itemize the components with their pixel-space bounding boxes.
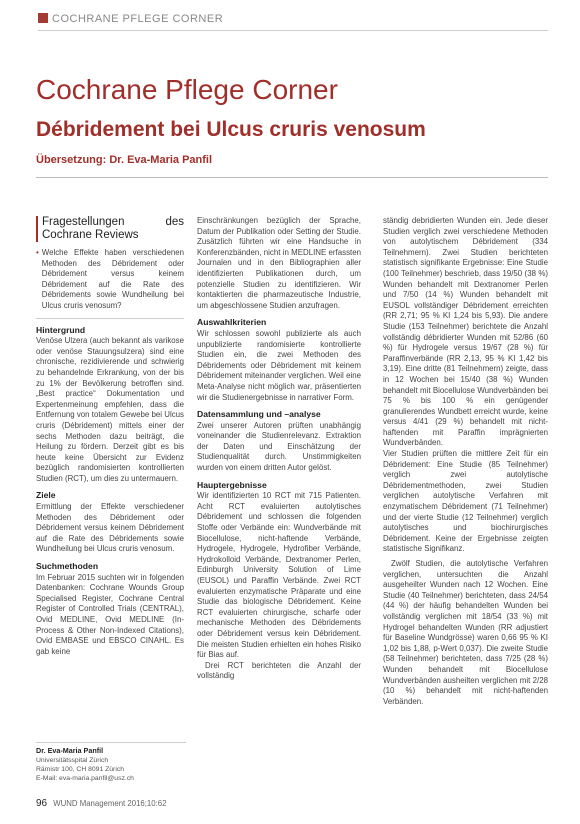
heading-results: Hauptergebnisse (197, 479, 267, 490)
journal-citation: WUND Management 2016;10:62 (53, 799, 167, 808)
questions-box (36, 216, 184, 319)
author-email[interactable]: E-Mail: eva-maria.panfil@usz.ch (36, 775, 134, 782)
title-rule (36, 177, 548, 178)
bullet-icon: • (36, 248, 39, 257)
questions-heading: Fragestellungen des Cochrane Reviews (36, 216, 184, 242)
article-subtitle: Débridement bei Ulcus cruris venosum (36, 118, 426, 141)
author-block (36, 742, 186, 783)
translation-credit: Übersetzung: Dr. Eva-Maria Panfil (36, 154, 213, 166)
author-affiliation: Universitätsspital Zürich (36, 757, 109, 764)
heading-background: Hintergrund (36, 324, 86, 335)
author-name: Dr. Eva-Maria Panfil (36, 746, 104, 755)
question-item: • Welche Effekte haben verschiedenen Methoden des Débridement oder Débridement versus keinem Débridement auf die Rate des Débridements sowie Wundheilung bei Ulcus cruris venosum? (36, 248, 184, 310)
text-criteria: Wir schlossen sowohl publizierte als auch unpublizierte randomisierte kontrollierte Studien ein, die zwei Methoden des Débridements oder Débridement mit keinem Débridement miteinander verglichen. Weil eine Meta-Analyse nicht möglich war, präsentierten wir die Studienergebnisse in narrativer Form. (197, 328, 361, 402)
text-results-last: Drei RCT berichteten die Anzahl der vollständig (197, 660, 361, 681)
section-tag: COCHRANE PFLEGE CORNER (38, 13, 223, 25)
text-results: Wir identifizierten 10 RCT mit 715 Patienten. Acht RCT evaluierten autolytisches Débridement und schlossen die folgenden Stoffe oder Verbände ein: Wundverbände mit Biocellulose, nicht-haftende Verbände, Hydrogele, Hydrogele, Hydrofiber Verbände, Hydrokolloid Verbände, Dextranomer Perlen, Edinburgh University Solution of Lime (EUSOL) und Paraffin Verbände. Zwei RCT evaluierten enzymatische Präparate und eine Studie das biologische Débridement. Keine RCT evaluierten chirurgische, scharfe oder mechanische Methoden des Débridements oder Débridement versus kein Débridement. Die meisten Studien erhielten ein hohes Risiko für Bias auf. (197, 491, 361, 660)
text-data: Zwei unserer Autoren prüften unabhängig voneinander die Studienrelevanz. Extraktion der Daten und Einschätzung der Studienqualität durch. Unstimmigkeiten wurden von einem dritten Autor gelöst. (197, 420, 361, 473)
heading-criteria: Auswahlkriterien (197, 317, 267, 328)
text-methods: Im Februar 2015 suchten wir in folgenden Datenbanken: Cochrane Wounds Group Specialised Register, Cochrane Central Register of Controlled Trials (CENTRAL), Ovid MEDLINE, Ovid MEDLINE (In-Process & Other Non-Indexed Citations), Ovid EMBASE und EBSCO CINAHL. Es gab keine (36, 572, 184, 656)
heading-data: Datensammlung und –analyse (197, 409, 321, 420)
section-marker (38, 13, 48, 23)
text-background: Venöse Ulzera (auch bekannt als varikose oder venöse Stauungsulzera) sind eine chronische, rezidivierende und schwierig zu behandelnde Erkrankung, von der bis zu 1% der Bevölkerung betroffen sind. „Best practice“ Dokumentation und Expertenmeinung empfehlen, dass die Entfernung von totalem Gewebe bei Ulcus cruris (Débridement) mittels einer der sechs Methoden dazu beiträgt, die Heilung zu fördern. Derzeit gibt es bis heute keine Übersicht zur Evidenz bezüglich randomisierten kontrollierten Studien (RCT), um dies zu untermauern. (36, 336, 184, 483)
author-address: Rämistr 100, CH 8091 Zürich (36, 766, 125, 773)
text-col3-p1: ständig debridierten Wunden ein. Jede dieser Studien verglich zwei verschiedene Methoden von autolytischem Débridement (334 Teilnehmern). Zwei Studien berichteten statistisch signifikante Ergebnisse: Eine Studie (100 Teilnehmer) beschrieb, dass 19/50 (38 %) Wunden behandelt mit Dextranomer Perlen und 7/50 (14 %) Wunden behandelt mit EUSOL vollständiger Débridement erreichten (RR 2,71; 95 % KI 1,24 bis 5,93). Die andere Studie (153 Teilnehmer) berichtete die Anzahl vollständig débridierter Wunden mit 52/86 (60 %) für Hydrogele versus 19/67 (28 %) für Paraffinverbände (RR 2,13, 95 % KI 1,42 bis 3,19). Eine dritte (81 Teilnehmern) zeigte, dass in 12 Wochen bei 15/40 (38 %) Wunden behandelt mit Biocellulose Wundverbänden bei 75 % bis 100 % ein genügender granulierendes Wundbett erreicht wurde, keine versus 4/41 (29 %) behandelt mit nicht-haftenden mit Paraffin imprägnierten Wundverbänden. (383, 216, 548, 448)
page-title: Cochrane Pflege Corner (36, 74, 338, 105)
header-rule (38, 30, 548, 31)
column-2 (197, 216, 361, 682)
heading-goals: Ziele (36, 490, 56, 501)
page-header (0, 0, 580, 34)
column-3 (383, 216, 548, 707)
text-col3-p3: Zwölf Studien, die autolytische Verfahren verglichen, untersuchten die Anzahl ausgeheilter Wunden nach 12 Wochen. Eine Studie (40 Teilnehmer) berichteten, dass 24/54 (44 %) der häufig behandelten Wunden bei vollständig verglichen mit 18/54 (33 %) mit Hydrogel behandelten Wunden (RR adjustiert für Baseline Wundgrösse) waren 0,66 95 % KI 1,02 bis 1,88, p-Wert 0,037). Die zweite Studie (58 Teilnehmer) berichteten, dass 7/25 (28 %) Wunden behandelt mit Biocellulose Wundverbänden ausheilten verglichen mit 2/28 (10 %) behandelt mit nicht-haftenden Verbänden. (383, 559, 548, 706)
column-1 (36, 216, 184, 657)
text-col3-p2: Vier Studien prüften die mittlere Zeit für ein Débridement: Eine Studie (85 Teilnehmer) verglich zwei autolytische Débridementmethoden, zwei Studien verglichen autolytische Verfahren mit enzymatischem Débridement (71 Teilnehmer) und der vierte Studie (12 Teilnehmer) verglich autolytisches und biochirurgisches Débridement. Keine der Ergebnisse zeigten statistische Signifikanz. (383, 449, 548, 554)
text-goals: Ermittlung der Effekte verschiedener Methoden des Débridement oder Débridement versus keinem Débridement auf die Rate des Débridements sowie Wundheilung bei Ulcus cruris venosum. (36, 502, 184, 554)
page-footer (36, 798, 166, 809)
page-number: 96 (36, 798, 48, 809)
heading-methods: Suchmethoden (36, 561, 99, 572)
text-search-cont: Einschränkungen bezüglich der Sprache, Datum der Publikation oder Setting der Studie. Zusätzlich führten wir eine Handsuche in Konferenzbänden, nicht in MEDLINE erfassten Journalen und in den Bibliographien aller identifizierten Publikationen durch, um potenzielle Studien zu identifizieren. Wir kontaktierten die pharmazeutische Industrie, um abgeschlossene Studien anzufragen. (197, 216, 361, 310)
